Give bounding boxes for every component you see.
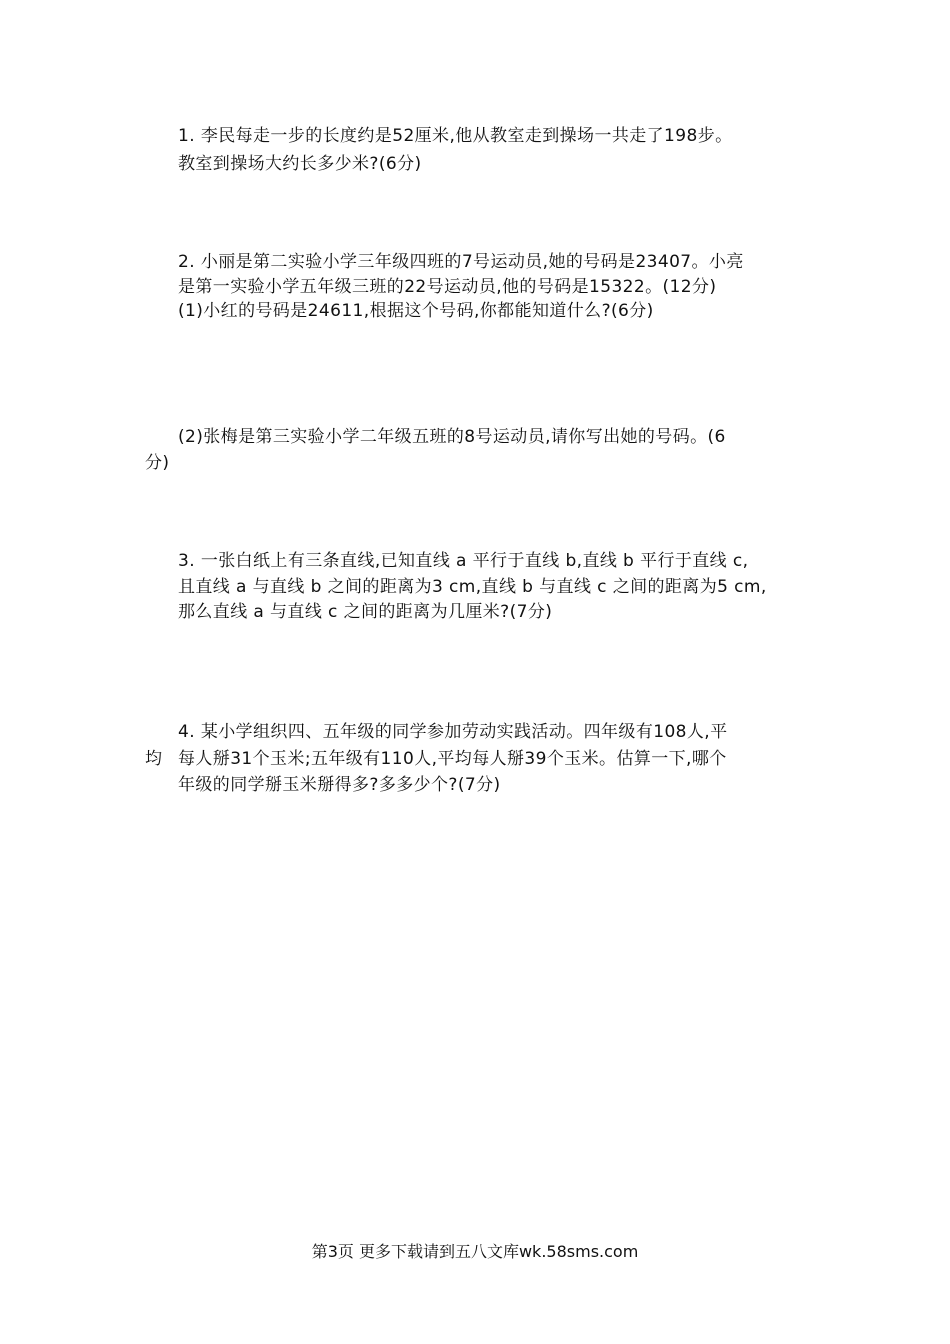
question-2-sub-2-line-2: 分)	[145, 453, 170, 473]
question-2-line-1: 2. 小丽是第二实验小学三年级四班的7号运动员,她的号码是23407。小亮	[178, 252, 744, 272]
question-2-line-2: 是第一实验小学五年级三班的22号运动员,他的号码是15322。(12分)	[178, 277, 717, 297]
page-footer: 第3页 更多下载请到五八文库wk.58sms.com	[311, 1242, 639, 1261]
question-4-line-2: 均	[145, 749, 163, 769]
question-1-line-2: 教室到操场大约长多少米?(6分)	[178, 154, 422, 174]
question-4-line-3: 每人掰31个玉米;五年级有110人,平均每人掰39个玉米。估算一下,哪个	[178, 749, 727, 769]
question-1-line-1: 1. 李民每走一步的长度约是52厘米,他从教室走到操场一共走了198步。	[178, 126, 733, 146]
question-3-line-1: 3. 一张白纸上有三条直线,已知直线 a 平行于直线 b,直线 b 平行于直线 c,	[178, 551, 749, 571]
question-4-line-1: 4. 某小学组织四、五年级的同学参加劳动实践活动。四年级有108人,平	[178, 722, 728, 742]
question-3-line-2: 且直线 a 与直线 b 之间的距离为3 cm,直线 b 与直线 c 之间的距离为5 cm,	[178, 577, 767, 597]
question-4-line-4: 年级的同学掰玉米掰得多?多多少个?(7分)	[178, 775, 501, 795]
question-3-line-3: 那么直线 a 与直线 c 之间的距离为几厘米?(7分)	[178, 602, 553, 622]
question-2-sub-1: (1)小红的号码是24611,根据这个号码,你都能知道什么?(6分)	[178, 301, 654, 321]
question-2-sub-2-line-1: (2)张梅是第三实验小学二年级五班的8号运动员,请你写出她的号码。(6	[178, 427, 726, 447]
